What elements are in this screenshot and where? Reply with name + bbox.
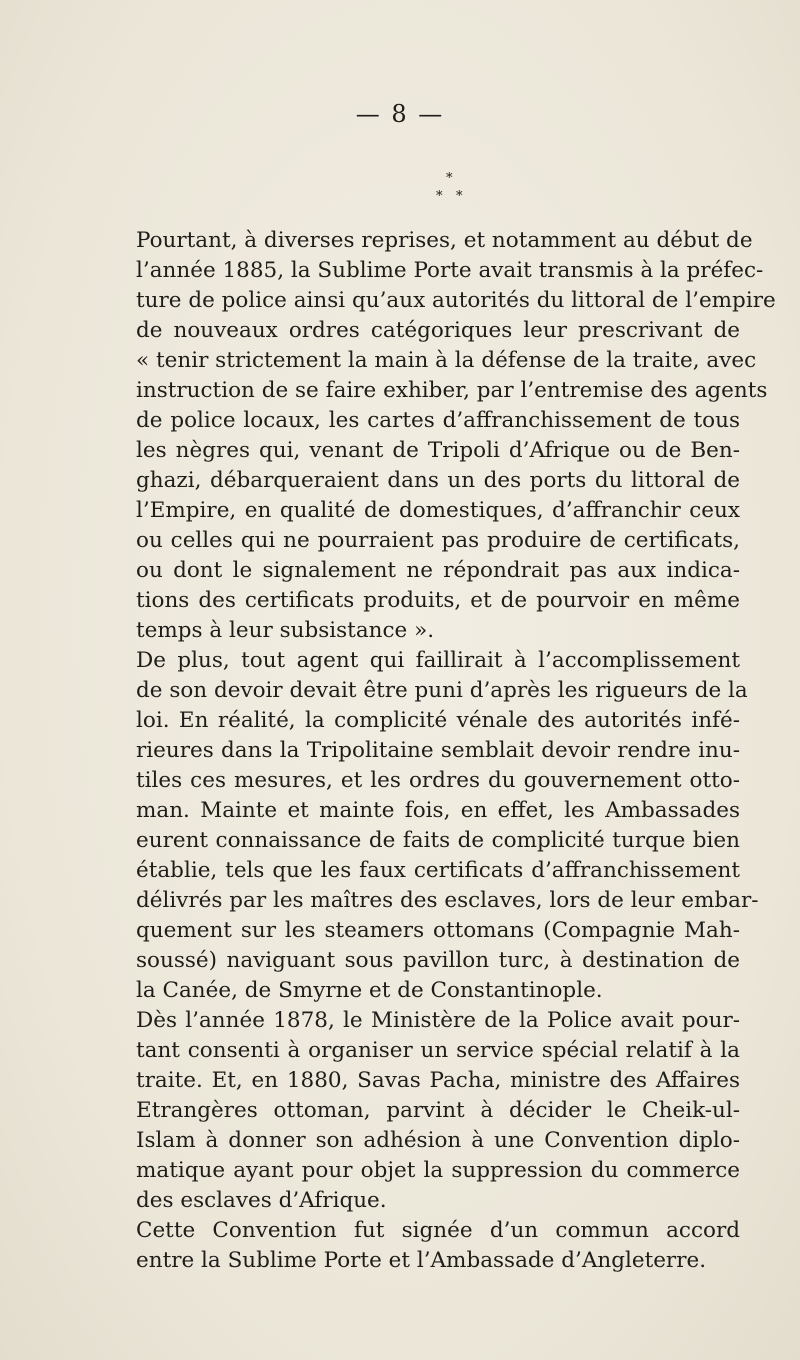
text-line: De plus, tout agent qui faillirait à l’accomplissement (136, 648, 740, 673)
text-line: rieures dans la Tripolitaine semblait devoir rendre inu- (136, 738, 740, 763)
text-line: de police locaux, les cartes d’affranchissement de tous (136, 408, 740, 433)
text-line: traite. Et, en 1880, Savas Pacha, ministre des Affaires (136, 1068, 740, 1093)
text-line: la Canée, de Smyrne et de Constantinople. (136, 978, 603, 1003)
asterism-star: * (446, 171, 453, 186)
text-line: l’année 1885, la Sublime Porte avait transmis à la préfec- (136, 258, 764, 283)
text-line: loi. En réalité, la complicité vénale des autorités infé- (136, 708, 740, 733)
text-line: de son devoir devait être puni d’après les rigueurs de la (136, 678, 748, 703)
text-line: man. Mainte et mainte fois, en effet, les Ambassades (136, 798, 740, 823)
text-line: soussé) naviguant sous pavillon turc, à destination de (136, 948, 740, 973)
text-line: des esclaves d’Afrique. (136, 1188, 387, 1213)
text-line: Islam à donner son adhésion à une Convention diplo- (136, 1128, 740, 1153)
text-line: temps à leur subsistance ». (136, 618, 435, 643)
text-line: ou dont le signalement ne répondrait pas aux indica- (136, 558, 740, 583)
text-line: ture de police ainsi qu’aux autorités du littoral de l’empire (136, 288, 776, 313)
asterism-star: * (436, 189, 443, 204)
text-line: Pourtant, à diverses reprises, et notamment au début de (136, 228, 753, 253)
asterism-star: * (456, 189, 463, 204)
body-text (136, 226, 776, 1276)
text-line: entre la Sublime Porte et l’Ambassade d’Angleterre. (136, 1248, 707, 1273)
text-line: quement sur les steamers ottomans (Compagnie Mah- (136, 918, 740, 943)
text-line: tiles ces mesures, et les ordres du gouvernement otto- (136, 768, 740, 793)
text-line: délivrés par les maîtres des esclaves, lors de leur embar- (136, 888, 759, 913)
text-line: ou celles qui ne pourraient pas produire de certificats, (136, 528, 740, 553)
text-line: ghazi, débarqueraient dans un des ports du littoral de (136, 468, 740, 493)
text-line: eurent connaissance de faits de complicité turque bien (136, 828, 740, 853)
text-line: de nouveaux ordres catégoriques leur prescrivant de (136, 318, 740, 343)
text-line: Cette Convention fut signée d’un commun accord (136, 1218, 740, 1243)
page-number: — 8 — (355, 100, 445, 128)
text-line: l’Empire, en qualité de domestiques, d’affranchir ceux (136, 498, 740, 523)
text-line: Etrangères ottoman, parvint à décider le Cheik-ul- (136, 1098, 740, 1123)
text-line: matique ayant pour objet la suppression du commerce (136, 1158, 740, 1183)
text-line: instruction de se faire exhiber, par l’entremise des agents (136, 378, 768, 403)
text-line: « tenir strictement la main à la défense de la traite, avec (136, 348, 757, 373)
text-line: tions des certificats produits, et de pourvoir en même (136, 588, 740, 613)
text-line: établie, tels que les faux certificats d’affranchissement (136, 858, 740, 883)
text-line: les nègres qui, venant de Tripoli d’Afrique ou de Ben- (136, 438, 740, 463)
asterism-divider (424, 172, 484, 212)
text-line: Dès l’année 1878, le Ministère de la Police avait pour- (136, 1008, 740, 1033)
text-line: tant consenti à organiser un service spécial relatif à la (136, 1038, 740, 1063)
